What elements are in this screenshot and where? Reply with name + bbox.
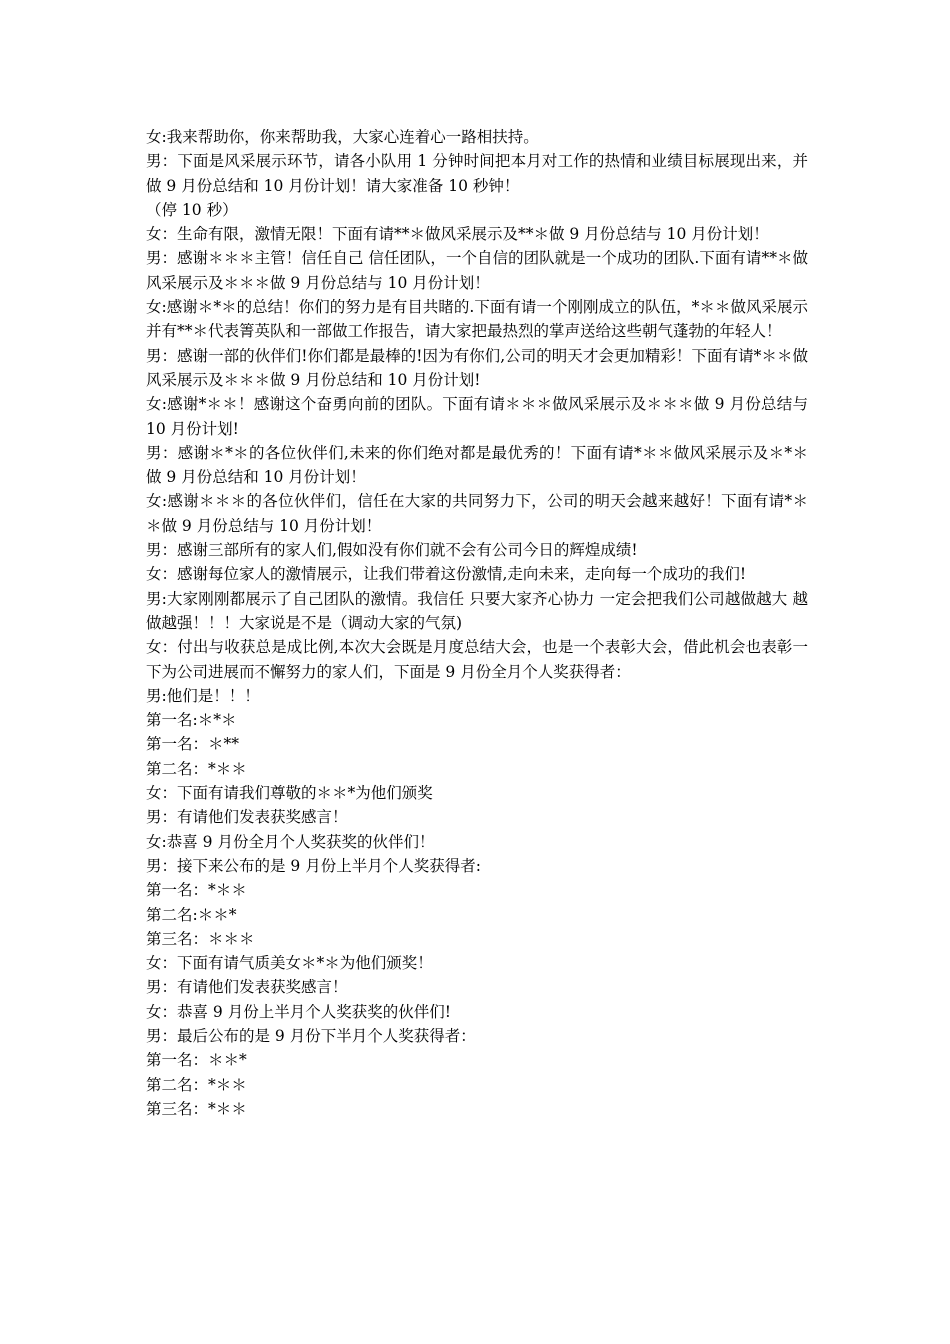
text-line: 第一名：＊＊* xyxy=(146,1051,247,1070)
text-line: 男：有请他们发表获奖感言！ xyxy=(146,978,348,997)
text-line: 男：有请他们发表获奖感言！ xyxy=(146,808,348,827)
text-line: 女：恭喜 9 月份上半月个人奖获奖的伙伴们! xyxy=(146,1002,451,1021)
text-line: 第一名:＊*＊ xyxy=(146,711,237,730)
text-line: 男:大家刚刚都展示了自己团队的激情。我信任 只要大家齐心协力 一定会把我们公司越做越大 越做越强！！！大家说是不是（调动大家的气氛) xyxy=(146,589,808,632)
text-line: （停 10 秒） xyxy=(146,200,238,219)
text-line: 男：感谢一部的伙伴们!你们都是最棒的!因为有你们,公司的明天才会更加精彩！下面有请*＊＊做风采展示及＊＊＊做 9 月份总结和 10 月份计划! xyxy=(146,346,808,389)
text-line: 男：下面是风采展示环节，请各小队用 1 分钟时间把本月对工作的热情和业绩目标展现出来，并做 9 月份总结和 10 月份计划！请大家准备 10 秒钟！ xyxy=(146,152,808,195)
text-line: 女:感谢＊*＊的总结！你们的努力是有目共睹的.下面有请一个刚刚成立的队伍，*＊＊做风采展示并有**＊代表箐英队和一部做工作报告，请大家把最热烈的掌声送给这些朝气蓬勃的年轻人！ xyxy=(146,298,808,341)
text-line: 女：感谢每位家人的激情展示，让我们带着这份激情,走向未来，走向每一个成功的我们! xyxy=(146,565,747,584)
text-line: 男：感谢三部所有的家人们,假如没有你们就不会有公司今日的辉煌成绩! xyxy=(146,541,638,560)
document-body xyxy=(146,125,808,1121)
text-line: 女：生命有限，激情无限！下面有请**＊做风采展示及**＊做 9 月份总结与 10 月份计划！ xyxy=(146,225,769,244)
text-line: 男：接下来公布的是 9 月份上半月个人奖获得者: xyxy=(146,856,481,875)
text-line: 男：感谢＊*＊的各位伙伴们,未来的你们绝对都是最优秀的！下面有请*＊＊做风采展示及＊*＊做 9 月份总结和 10 月份计划！ xyxy=(146,443,808,487)
text-line: 第二名：*＊＊ xyxy=(146,1075,247,1094)
text-line: 女:感谢*＊＊！感谢这个奋勇向前的团队。下面有请＊＊＊做风采展示及＊＊＊做 9 月份总结与 10 月份计划! xyxy=(146,395,808,438)
text-line: 女：下面有请我们尊敬的＊＊*为他们颁奖 xyxy=(146,784,433,803)
text-line: 男：感谢＊＊＊主管！信任自己 信任团队，一个自信的团队就是一个成功的团队.下面有请**＊做风采展示及＊＊＊做 9 月份总结与 10 月份计划！ xyxy=(146,249,808,292)
text-line: 第一名：＊** xyxy=(146,735,240,754)
text-line: 女:感谢＊＊＊的各位伙伴们，信任在大家的共同努力下，公司的明天会越来越好！下面有请*＊＊做 9 月份总结与 10 月份计划！ xyxy=(146,492,808,535)
text-line: 第一名：*＊＊ xyxy=(146,881,247,900)
text-line: 第二名:＊＊* xyxy=(146,905,237,924)
text-line: 第三名：*＊＊ xyxy=(146,1099,247,1118)
text-line: 男:他们是！！！ xyxy=(146,686,260,705)
text-line: 女：下面有请气质美女＊*＊为他们颁奖！ xyxy=(146,954,433,973)
text-line: 第三名：＊＊＊ xyxy=(146,929,255,948)
text-line: 第二名：*＊＊ xyxy=(146,759,247,778)
text-line: 女:恭喜 9 月份全月个人奖获奖的伙伴们！ xyxy=(146,832,435,851)
text-line: 女：付出与收获总是成比例,本次大会既是月度总结大会，也是一个表彰大会，借此机会也表彰一下为公司进展而不懈努力的家人们，下面是 9 月份全月个人奖获得者： xyxy=(146,638,808,681)
text-line: 男：最后公布的是 9 月份下半月个人奖获得者： xyxy=(146,1026,476,1045)
text-line: 女:我来帮助你，你来帮助我，大家心连着心一路相扶持。 xyxy=(146,128,539,146)
